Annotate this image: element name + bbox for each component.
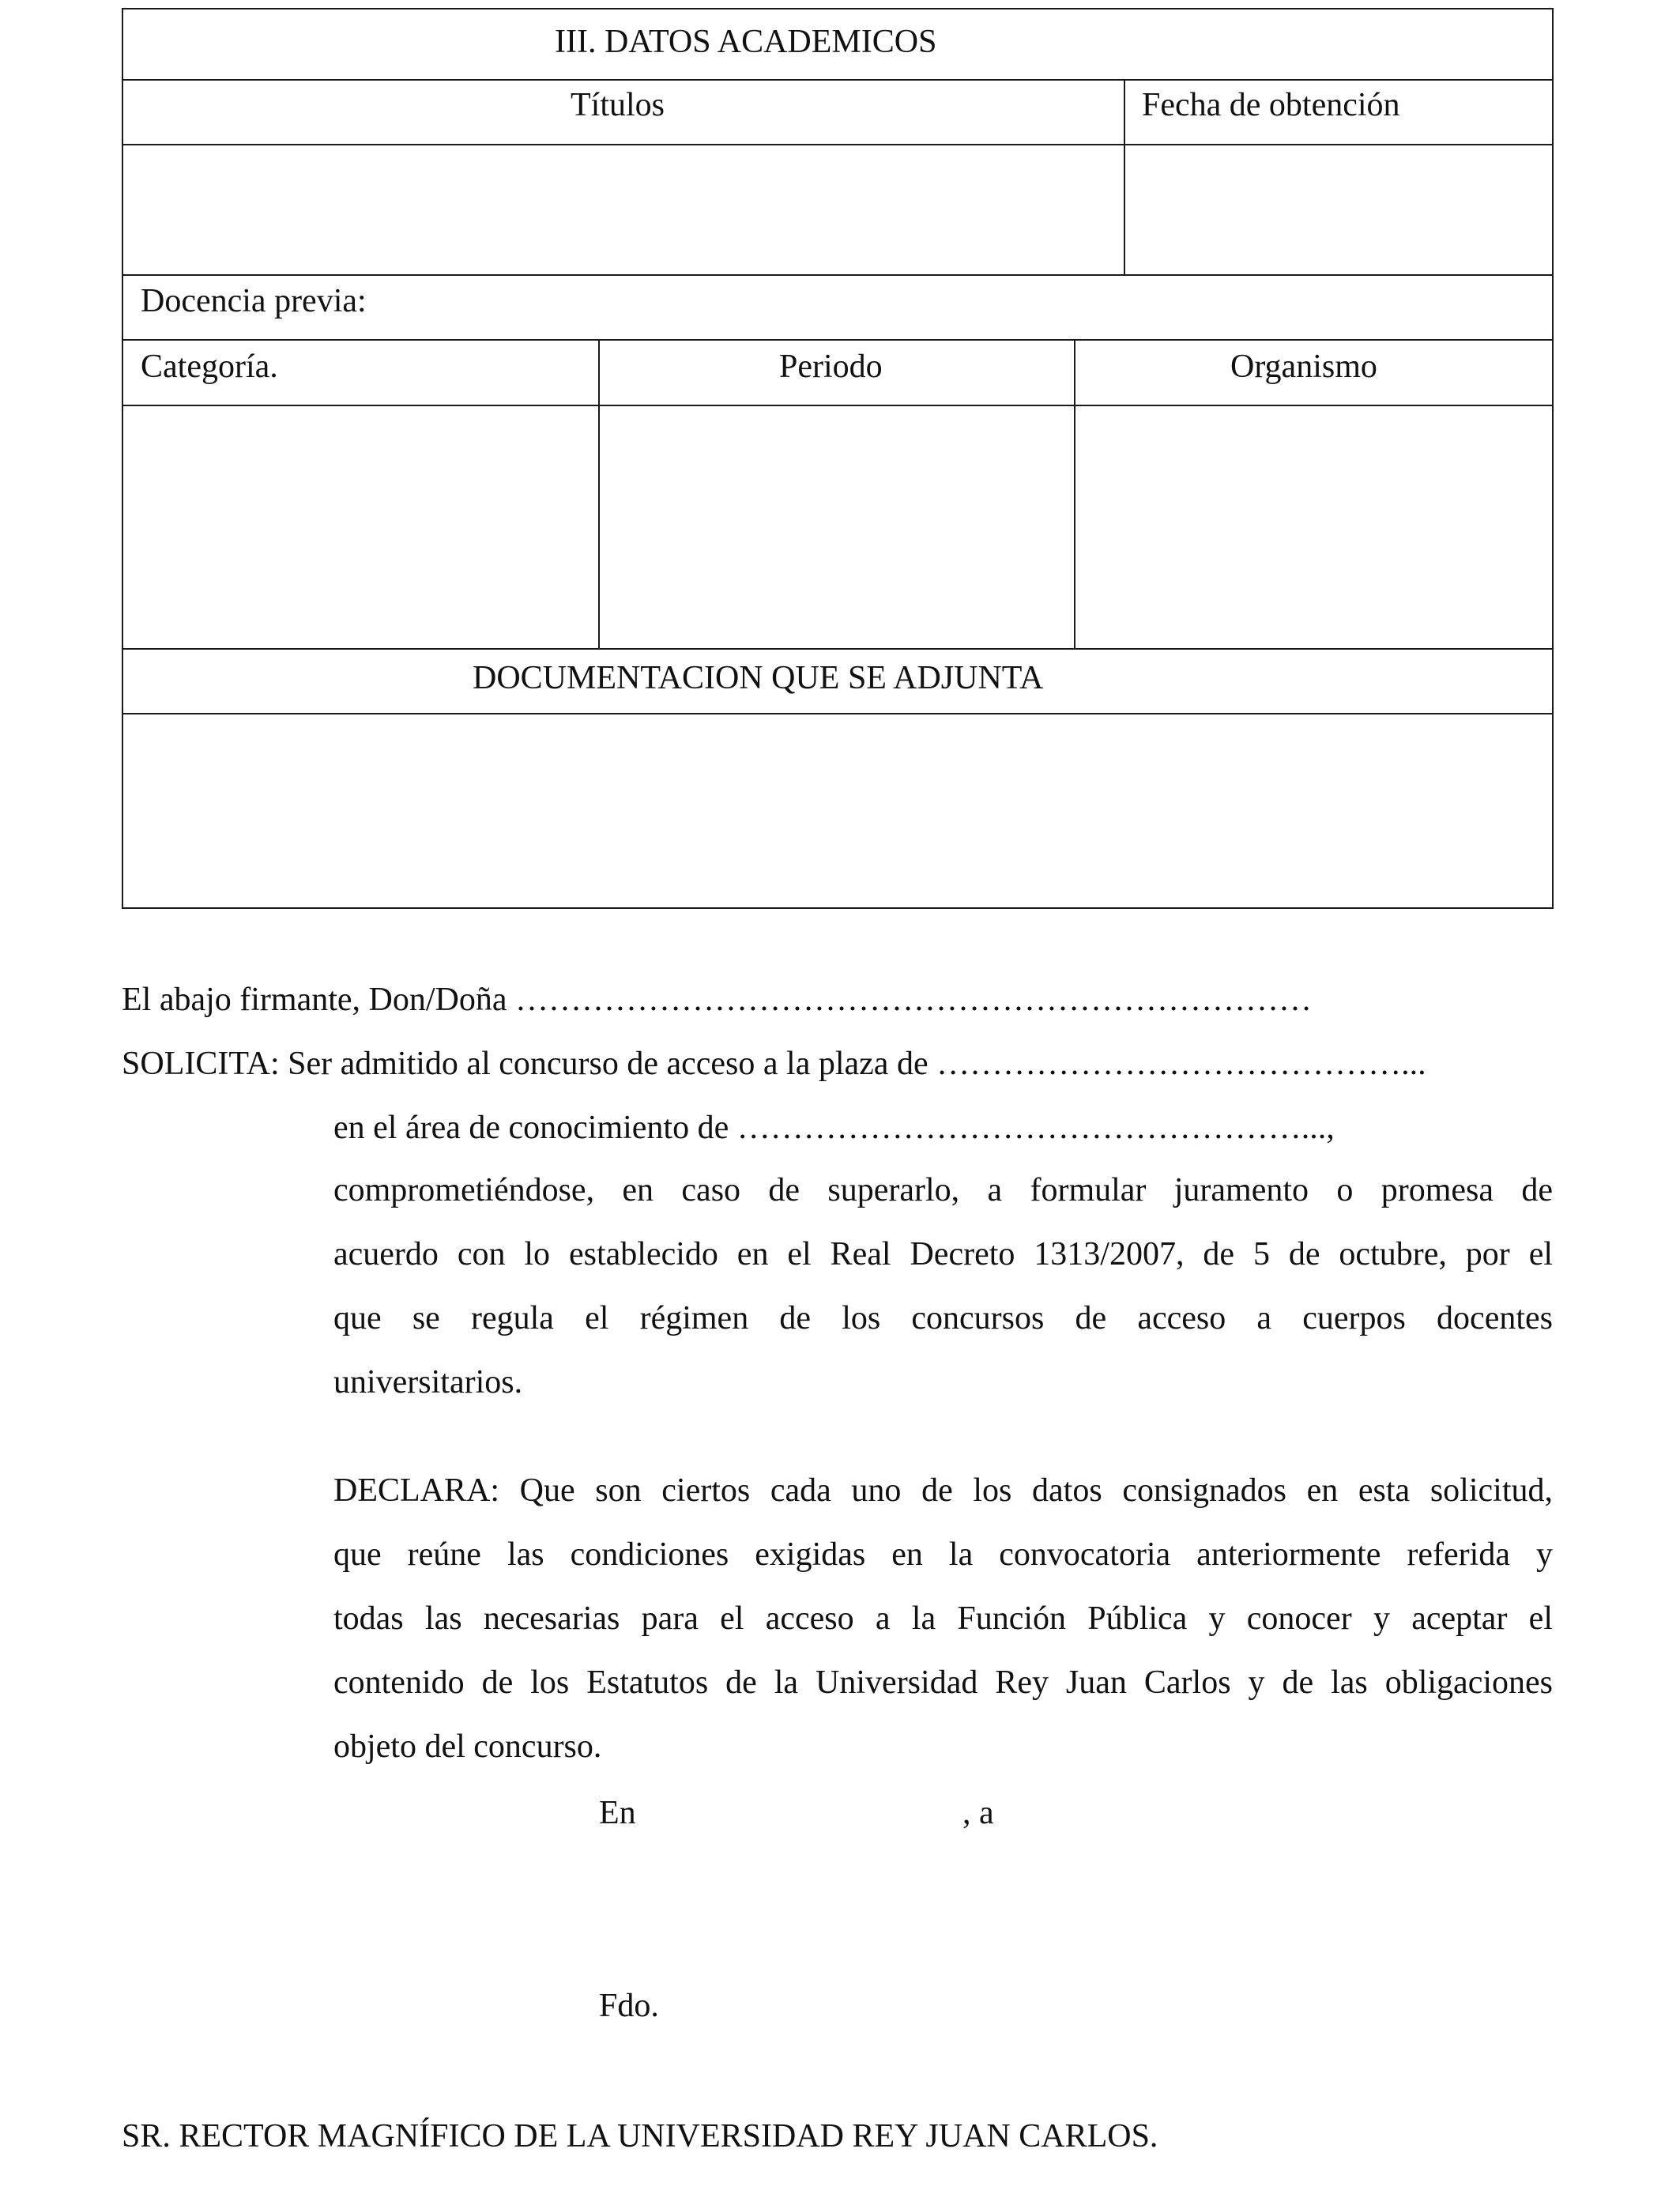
- paragraph-line: comprometiéndose, en caso de superarlo, a formular juramento o promesa de: [333, 1172, 1553, 1208]
- titulos-header: Títulos: [571, 87, 665, 123]
- section-title: III. DATOS ACADEMICOS: [555, 24, 937, 60]
- signature-field[interactable]: [672, 1897, 1383, 2023]
- organismo-header: Organismo: [1230, 349, 1377, 385]
- paragraph-line: que reúne las condiciones exigidas en la convocatoria anteriormente referida y: [333, 1536, 1553, 1573]
- firmante-line: El abajo firmante, Don/Doña ………………………………………………………………: [122, 982, 1313, 1018]
- docencia-previa-label: Docencia previa:: [141, 283, 367, 319]
- documentacion-header: DOCUMENTACION QUE SE ADJUNTA: [473, 660, 1044, 696]
- table-border-bottom: [122, 907, 1554, 909]
- addressee-line: SR. RECTOR MAGNÍFICO DE LA UNIVERSIDAD REY JUAN CARLOS.: [122, 2118, 1158, 2154]
- table-column-divider: [1074, 339, 1075, 649]
- table-column-divider: [1124, 79, 1125, 275]
- paragraph-line: DECLARA: Que son ciertos cada uno de los datos consignados en esta solicitud,: [333, 1472, 1553, 1509]
- paragraph-line: universitarios.: [333, 1364, 523, 1400]
- table-rule: [122, 79, 1554, 81]
- fecha-obtencion-header: Fecha de obtención: [1142, 87, 1400, 123]
- table-border-left: [122, 8, 123, 909]
- table-rule: [122, 648, 1554, 650]
- periodo-header: Periodo: [779, 349, 883, 385]
- date-field[interactable]: [1004, 1791, 1399, 1830]
- table-rule: [122, 274, 1554, 276]
- paragraph-line: todas las necesarias para el acceso a la Función Pública y conocer y aceptar el: [333, 1600, 1553, 1637]
- fdo-label: Fdo.: [599, 1988, 659, 2024]
- solicita-line: SOLICITA: Ser admitido al concurso de acceso a la plaza de ……………………………………...: [122, 1046, 1426, 1082]
- titulos-field[interactable]: [124, 145, 1123, 273]
- documentacion-field[interactable]: [124, 714, 1551, 907]
- paragraph-line: que se regula el régimen de los concursos de acceso a cuerpos docentes: [333, 1300, 1553, 1336]
- paragraph-line: acuerdo con lo establecido en el Real Decreto 1313/2007, de 5 de octubre, por el: [333, 1236, 1553, 1272]
- table-rule: [122, 339, 1554, 341]
- paragraph-line: contenido de los Estatutos de la Universidad Rey Juan Carlos y de las obligaciones: [333, 1664, 1553, 1701]
- place-field[interactable]: [648, 1791, 956, 1830]
- en-label: En: [599, 1795, 636, 1831]
- categoria-field[interactable]: [124, 406, 597, 647]
- area-conocimiento-line: en el área de conocimiento de ……………………………………………...,: [333, 1110, 1335, 1146]
- fecha-obtencion-field[interactable]: [1126, 145, 1551, 273]
- categoria-header: Categoría.: [141, 349, 278, 385]
- table-border-top: [122, 8, 1554, 9]
- organismo-field[interactable]: [1076, 406, 1551, 647]
- a-label: , a: [962, 1795, 994, 1831]
- paragraph-line: objeto del concurso.: [333, 1728, 602, 1765]
- compromiso-paragraph: [333, 1159, 1553, 1415]
- table-border-right: [1552, 8, 1554, 909]
- table-column-divider: [598, 339, 600, 649]
- periodo-field[interactable]: [601, 406, 1073, 647]
- declara-paragraph: [333, 1459, 1553, 1779]
